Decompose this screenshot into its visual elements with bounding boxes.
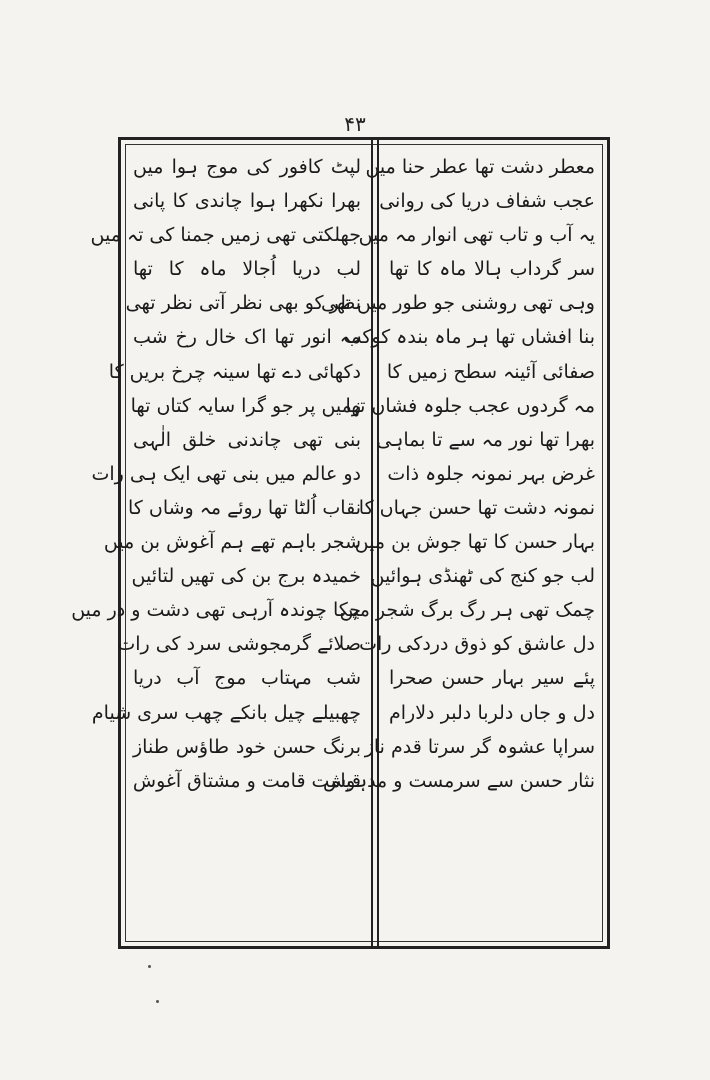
verse-line: عجب شفاف دریا کی روانی [379,190,595,213]
verse-line: شجر باہم تھے ہم آغوش بن میں [103,531,361,554]
verse-line: نمونہ دشت تھا حسن جہاں کا [358,496,595,519]
text-frame [71,137,610,949]
paper-speck [148,965,151,968]
verse-line: نثار حسن سے سرمست و مدہوش [322,769,595,792]
verse-line: چکا چوندہ آرہی تھی دشت و در میں [71,599,361,622]
right-column [320,150,601,936]
verse-line: دل عاشق کو ذوق دردکی رات [359,633,595,656]
verse-line: بنا افشاں تھا ہر ماہ بندہ کوکب [343,326,595,349]
verse-line: سراپا عشوہ گر سرتا قدم ناز [364,735,595,758]
verse-line: نقاب اُلٹا تھا روئے مہ وشاں کا [128,496,361,519]
verse-line: مہ انور تھا اک خال رخ شب [133,326,361,349]
page-number: ۴۳ [344,112,366,136]
verse-line: صلائے گرمجوشی سرد کی رات [117,633,361,656]
verse-line: بنی تھی چاندنی خلق الٰہی [133,428,361,451]
verse-line: لب دریا اُجالا ماہ کا تھا [133,258,361,281]
verse-line: دکھائی دے تھا سینہ چرخ بریں کا [108,360,361,383]
verse-line: سر گرداب ہالا ماہ کا تھا [389,258,595,281]
verse-line: معطر دشت تھا عطر حنا میں [365,156,595,178]
verse-line: مہ گردوں عجب جلوہ فشاں تھا [345,394,595,417]
verse-line: نظر کو بھی نظر آتی نظر تھی [125,292,361,315]
verse-line: دو عالم میں بنی تھی ایک ہی رات [91,462,361,485]
verse-line: چمک تھی ہر رگ برگ شجر میں [339,599,595,622]
verse-line: پئے سیر بہار حسن صحرا [389,667,595,690]
verse-line: زمیں پر جو گرا سایہ کتاں تھا [130,394,361,417]
verse-line: چھبیلے چیل بانکے چھب سری شیام [91,701,361,724]
verse-line: بہار حسن کا تھا جوش بن میں [354,531,595,554]
verse-line: لب جو کنج کی ٹھنڈی ہوائیں [370,565,595,588]
verse-line: قیامت قامت و مشتاق آغوش [132,769,361,792]
verse-line: لپٹ کافور کی موج ہوا میں [133,156,361,178]
verse-line: بھرا نکھرا ہوا چاندی کا پانی [133,190,361,213]
verse-line: غرض بہر نمونہ جلوہ ذات [387,462,595,485]
verse-line: برنگ حسن خود طاؤس طناز [133,735,361,758]
verse-line: یہ آب و تاب تھی انوار مہ میں [358,224,595,247]
verse-line: جھلکتی تھی زمیں جمنا کی تہ میں [90,224,361,247]
verse-line: صفائی آئینہ سطح زمیں کا [386,360,595,383]
verse-line: خمیدہ برج بن کی تھیں لتائیں [131,565,361,588]
paper-speck [156,1000,159,1003]
verse-line: بھرا تھا نور مہ سے تا بماہی [376,428,595,451]
verse-line: دل و جاں دلربا دلبر دلارام [389,701,595,724]
verse-line: شب مہتاب موج آب دریا [133,667,361,690]
left-column [71,150,367,936]
verse-line: وہی تھی روشنی جو طور میں تھی [320,292,595,315]
